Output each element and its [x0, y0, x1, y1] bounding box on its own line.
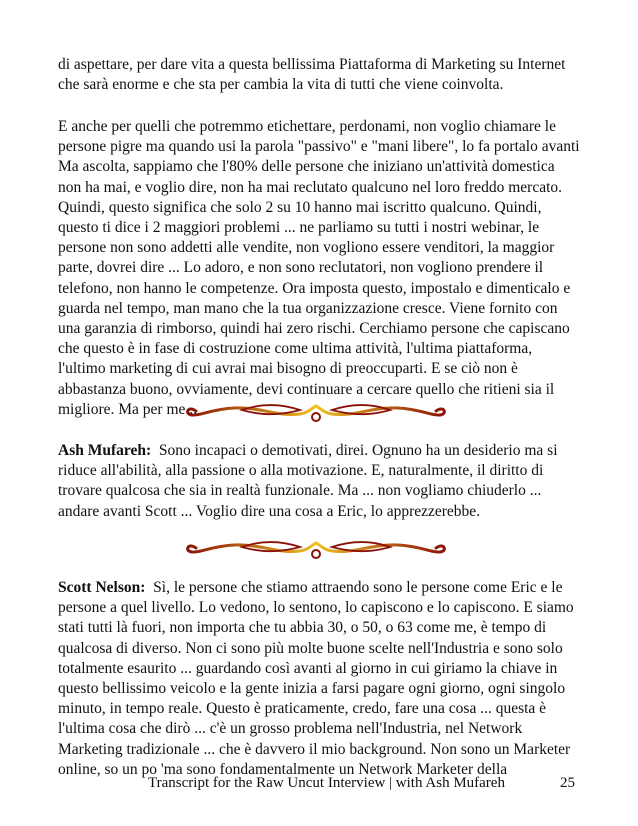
paragraph-intro: di aspettare, per dare vita a questa bellissima Piattaforma di Marketing su Internet che sarà enorme e che sta per cambia la vita di tutti che viene coinvolta. [58, 56, 566, 94]
footer-title: Transcript for the Raw Uncut Interview | with Ash Mufareh [148, 775, 505, 791]
page-number: 25 [560, 775, 575, 791]
speech-scott-nelson [58, 578, 580, 780]
speech-ash-mufareh [58, 441, 580, 522]
scroll-flourish-divider-icon [182, 398, 450, 426]
speech-text: Sono incapaci o demotivati, direi. Ognuno ha un desiderio ma si riduce all'abilità, alla passione o alla motivazione. E, naturalmente, il diritto di trovare qualcosa che sia in realtà funzionale. Ma ... non vogliamo chiuderlo ... andare avanti Scott ... Voglio dire una cosa a Eric, lo apprezzerebbe. [58, 442, 558, 520]
scroll-flourish-divider-icon [182, 535, 450, 563]
speaker-name: Ash Mufareh: [58, 442, 152, 459]
speech-text: Sì, le persone che stiamo attraendo sono le persone come Eric e le persone a quel livello. Lo vedono, lo sentono, lo capiscono e lo capiscono. E siamo stati tutti là fuori, non importa che tu abbia 30, o 50, o 63 come me, è tempo di qualcosa di diverso. Non ci sono più molte buone scelte nell'Industria e sono solo totalmente esaurito ... guardando così avanti al giorno in cui giriamo la chiave in questo bellissimo veicolo e la gente inizia a farsi pagare ogni giorno, ogni singolo minuto, in tempo reale. Questo è praticamente, credo, fare una cosa ... questa è l'ultima cosa che dirò ... c'è un grosso problema nell'Industria, nel Network Marketing tradizionale ... che è davvero il mio background. Non sono un Marketer online, so un po 'ma sono fondamentalmente un Network Marketer della [58, 579, 574, 778]
paragraph-main: E anche per quelli che potremmo etichettare, perdonami, non voglio chiamare le persone pigre ma quando usi la parola "passivo" e "mani libere", lo fa portalo avanti Ma ascolta, sappiamo che l'80% delle persone che iniziano un'attività domestica non ha mai, e voglio dire, non ha mai reclutato qualcuno nel loro freddo mercato. Quindi, questo significa che solo 2 su 10 hanno mai iscritto qualcuno. Quindi, questo ti dice i 2 maggiori problemi ... ne parliamo su tutti i nostri webinar, le persone non sono addetti alle vendite, non vogliono essere venditori, la maggior parte, dovrei dire ... Lo adoro, e non sono reclutatori, non vogliono prendere il telefono, non hanno le competenze. Ora imposta questo, impostalo e dimenticalo e guarda nel tempo, man mano che la tua organizzazione cresce. Viene fornito con una garanzia di rimborso, quindi hai zero rischi. Cerchiamo persone che capiscano che questo è in fase di costruzione come ultima attività, l'ultima piattaforma, l'ultimo marketing di cui avrai mai bisogno di preoccuparti. E se ciò non è abbastanza buono, ovviamente, devi continuare a cercare quello che ritieni sia il migliore. Ma per me... [58, 118, 580, 418]
speaker-name: Scott Nelson: [58, 579, 146, 596]
